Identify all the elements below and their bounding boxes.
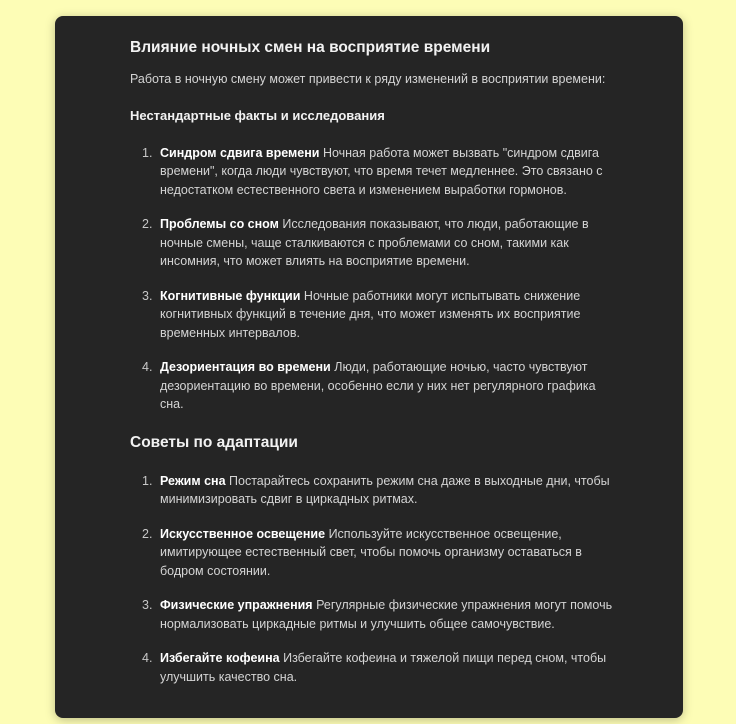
list-item-term: Избегайте кофеина [160, 651, 280, 665]
list-item-term: Когнитивные функции [160, 288, 301, 303]
list-item-text: Постарайтесь сохранить режим сна даже в выходные дни, чтобы минимизировать сдвиг в циркадных ритмах. [160, 473, 610, 506]
list-number: 3. [142, 288, 153, 303]
facts-heading: Нестандартные факты и исследования [130, 107, 385, 123]
list-item [130, 472, 613, 509]
article-title: Влияние ночных смен на восприятие времени [130, 39, 491, 56]
list-number: 2. [142, 526, 153, 541]
list-item-text: Регулярные физические упражнения могут помочь нормализовать циркадные ритмы и улучшить общее самочувствие. [160, 598, 613, 631]
list-item [130, 596, 613, 633]
list-item-text: Избегайте кофеина и тяжелой пищи перед сном, чтобы улучшить качество сна. [160, 651, 607, 684]
list-item-text: Люди, работающие ночью, часто чувствуют дезориентацию во времени, особенно если у них нет регулярного графика сна. [160, 360, 596, 411]
tips-list [130, 472, 613, 687]
list-number: 3. [142, 598, 153, 612]
tips-heading: Советы по адаптации [130, 433, 298, 451]
list-number: 4. [142, 360, 153, 374]
list-item-term: Синдром сдвига времени [160, 145, 320, 160]
list-number: 1. [142, 473, 153, 488]
list-item [130, 215, 613, 271]
article-intro: Работа в ночную смену может привести к ряду изменений в восприятии времени: [130, 72, 606, 86]
list-item-term: Искусственное освещение [160, 526, 326, 541]
list-number: 2. [142, 217, 153, 231]
list-item-text: Используйте искусственное освещение, имитирующее естественный свет, чтобы помочь организму оставаться в бодром состоянии. [160, 526, 582, 578]
list-number: 1. [142, 145, 153, 160]
facts-list [130, 144, 613, 414]
chat-message-card [55, 16, 683, 718]
list-item-text: Ночные работники могут испытывать снижение когнитивных функций в течение дня, что может изменять их восприятие временных интервалов. [160, 288, 581, 340]
list-item [130, 358, 613, 414]
list-item [130, 649, 613, 686]
list-item-text: Ночная работа может вызвать "синдром сдвига времени", когда люди чувствуют, что время течет медленнее. Это связано с недостатком естественного света и изменением выработки гормонов. [160, 145, 603, 197]
list-item-term: Проблемы со сном [160, 217, 279, 231]
list-item-term: Физические упражнения [160, 598, 313, 612]
list-item-term: Дезориентация во времени [160, 360, 331, 374]
list-item [130, 287, 613, 343]
list-item-term: Режим сна [160, 473, 226, 488]
list-item [130, 525, 613, 581]
list-item-text: Исследования показывают, что люди, работающие в ночные смены, чаще сталкиваются с проблемами со сном, такими как инсомния, что может влиять на восприятие времени. [160, 217, 589, 268]
list-item [130, 144, 613, 200]
list-number: 4. [142, 651, 153, 665]
